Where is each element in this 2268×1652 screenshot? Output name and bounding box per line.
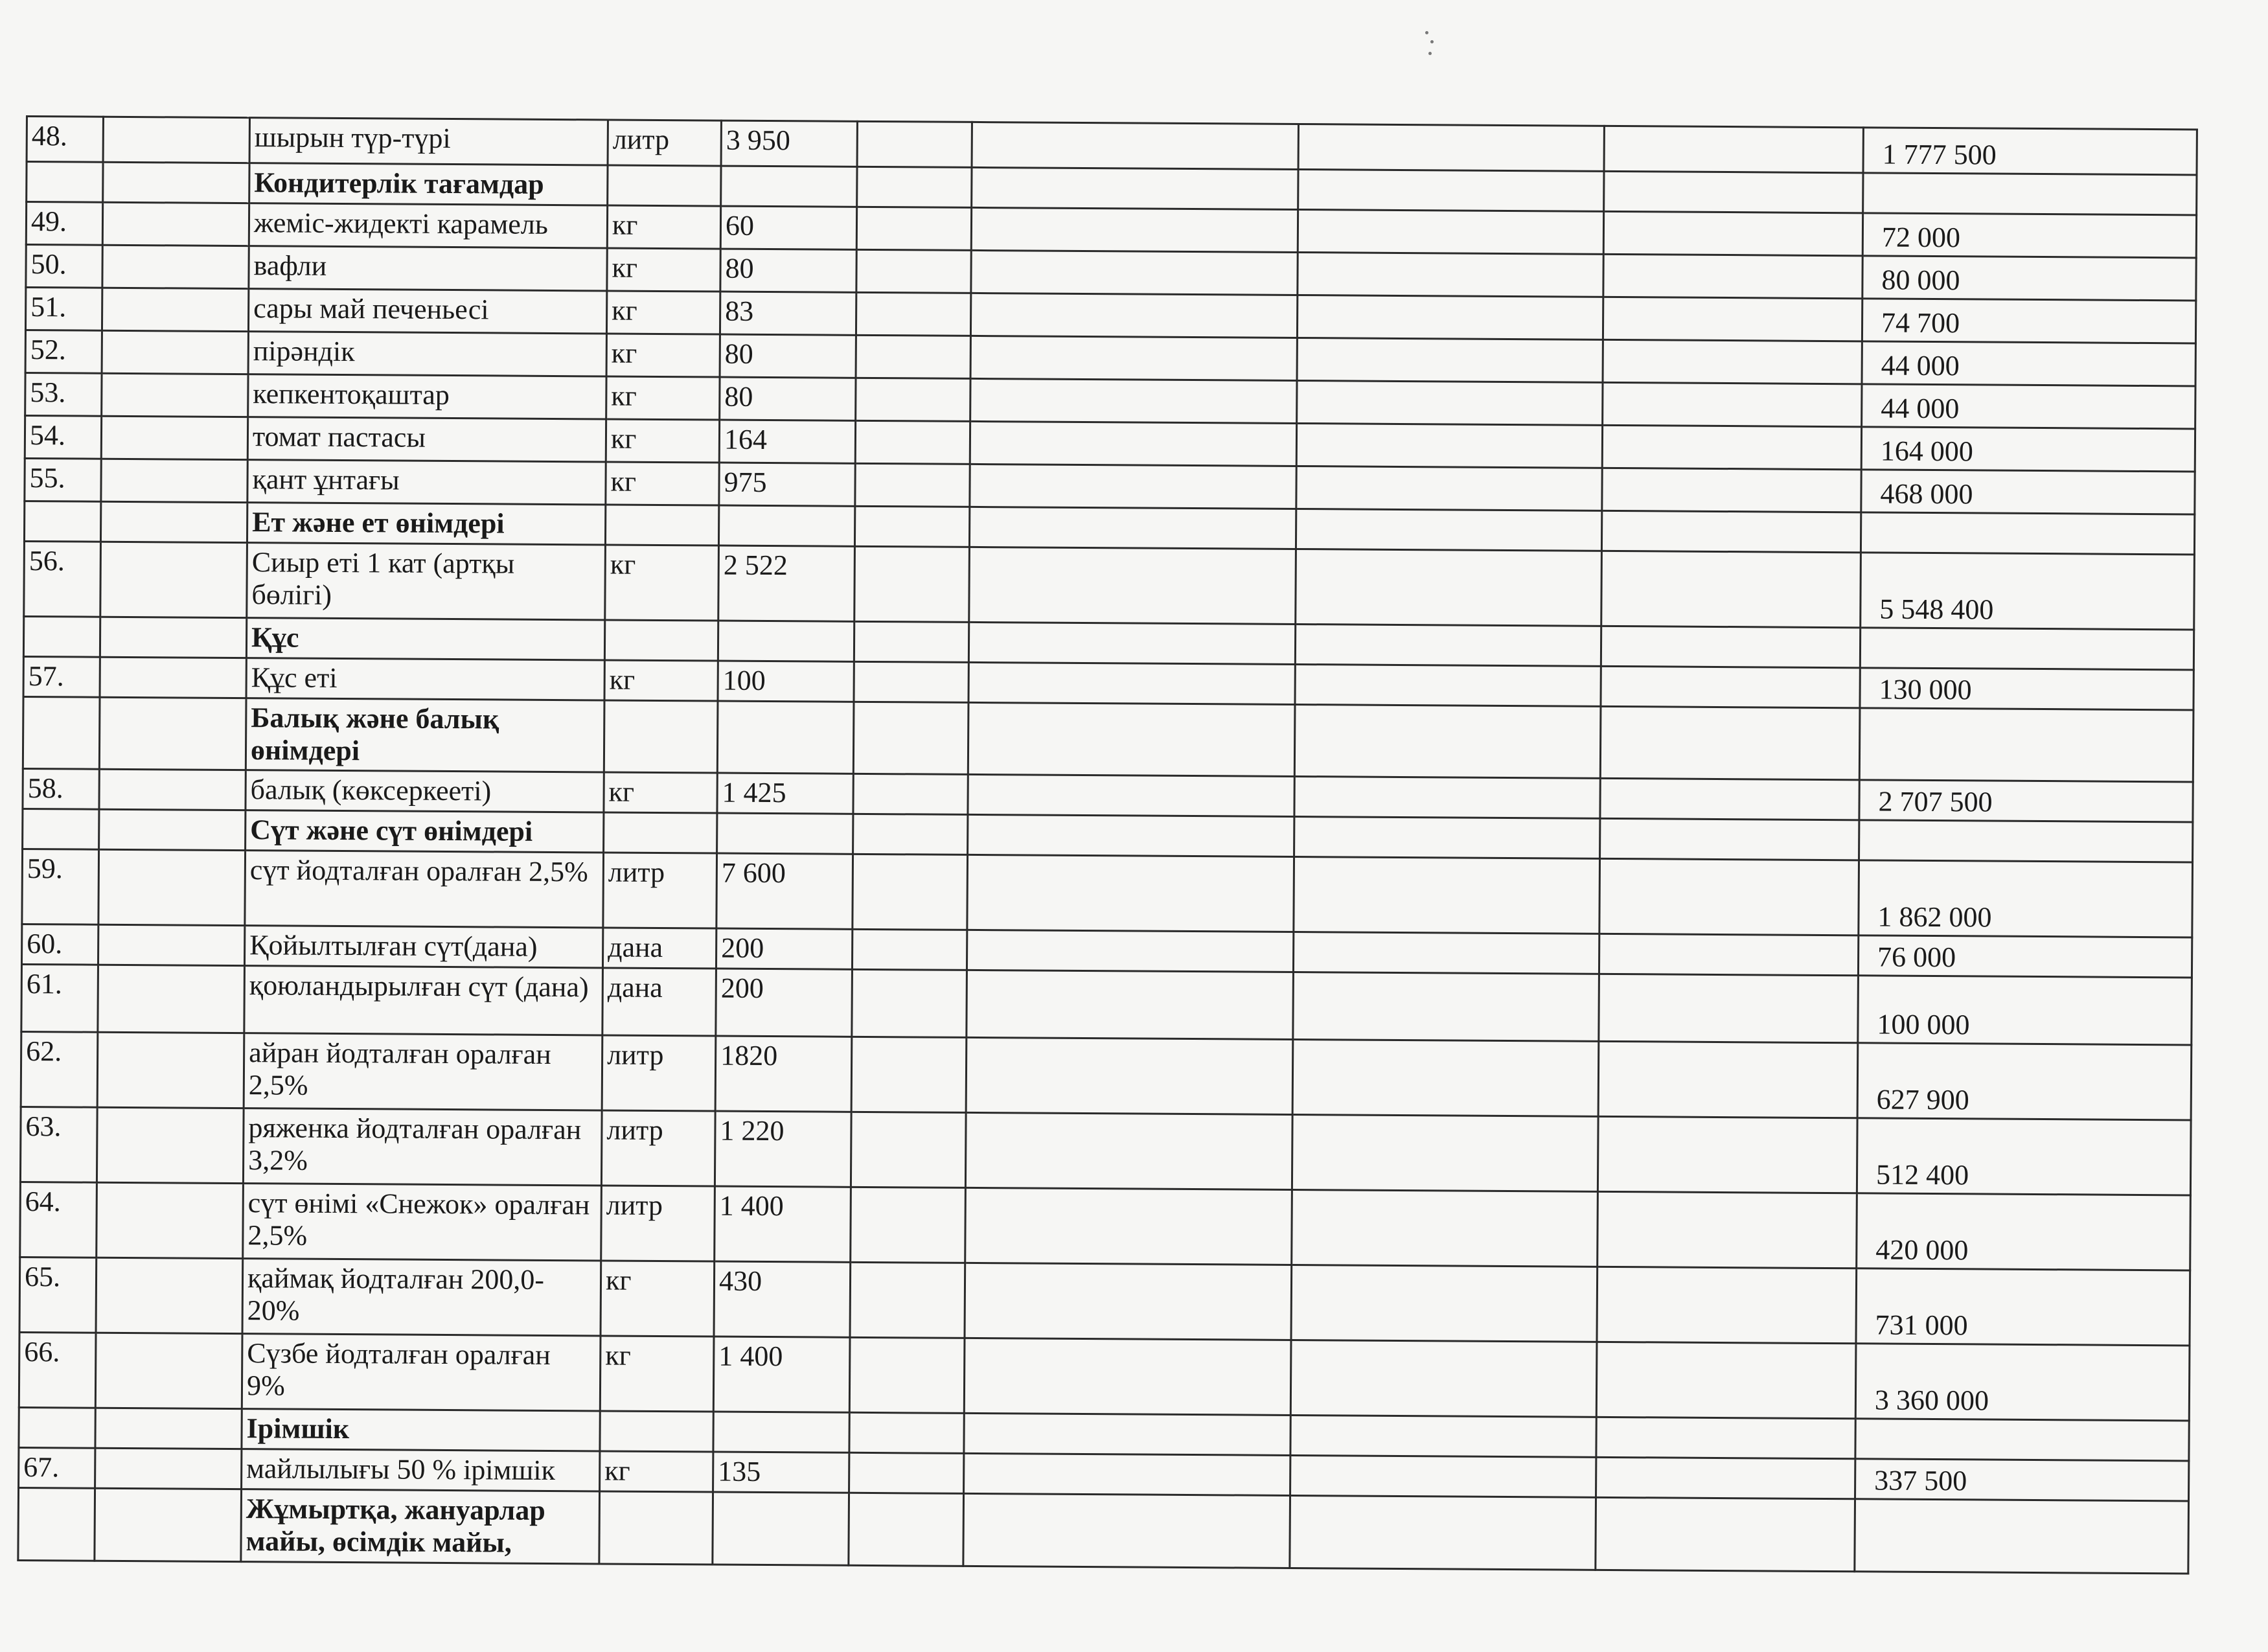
product-name-cell: балық (көксеркееті) bbox=[246, 770, 604, 812]
empty-cell bbox=[1293, 972, 1599, 1041]
quantity-cell: 430 bbox=[714, 1261, 851, 1337]
empty-cell bbox=[855, 463, 970, 507]
row-number-cell: 67. bbox=[19, 1447, 95, 1488]
row-number-cell: 58. bbox=[23, 768, 99, 809]
empty-cell bbox=[849, 1412, 964, 1453]
unit-cell: кг bbox=[606, 419, 719, 463]
empty-cell bbox=[100, 542, 247, 617]
empty-cell bbox=[1596, 1497, 1855, 1571]
unit-cell bbox=[605, 505, 718, 545]
empty-cell bbox=[1290, 1495, 1596, 1570]
empty-cell bbox=[1603, 254, 1862, 298]
sum-cell: 3 360 000 bbox=[1855, 1344, 2190, 1421]
product-name-cell: айран йодталған оралған 2,5% bbox=[244, 1033, 602, 1110]
empty-cell bbox=[850, 1262, 965, 1338]
empty-cell bbox=[963, 1493, 1290, 1568]
category-name-cell: Ет және ет өнімдері bbox=[247, 503, 605, 545]
empty-cell bbox=[971, 207, 1298, 252]
empty-cell bbox=[1294, 816, 1600, 858]
empty-cell bbox=[1596, 1342, 1856, 1418]
empty-cell bbox=[856, 292, 970, 336]
empty-cell bbox=[1294, 704, 1601, 778]
sum-cell: 44 000 bbox=[1862, 384, 2195, 429]
empty-cell bbox=[852, 969, 967, 1037]
unit-cell: кг bbox=[605, 545, 719, 621]
table-row bbox=[20, 1182, 2191, 1270]
product-name-cell: жеміс-жидекті карамель bbox=[249, 203, 607, 248]
empty-cell bbox=[970, 336, 1297, 380]
empty-cell bbox=[1602, 468, 1861, 512]
quantity-cell: 1 425 bbox=[717, 773, 853, 814]
row-number-cell: 60. bbox=[21, 924, 98, 965]
sum-cell bbox=[1855, 1499, 2189, 1574]
empty-cell bbox=[1598, 1116, 1857, 1193]
product-name-cell: қант ұнтағы bbox=[247, 460, 606, 505]
quantity-cell bbox=[718, 621, 854, 661]
products-table bbox=[17, 115, 2198, 1574]
empty-cell bbox=[1602, 425, 1861, 469]
row-number-cell: 66. bbox=[19, 1332, 96, 1408]
empty-cell bbox=[856, 335, 970, 378]
empty-cell bbox=[856, 207, 971, 250]
row-number-cell: 52. bbox=[25, 330, 102, 374]
row-number-cell: 53. bbox=[25, 373, 102, 417]
empty-cell bbox=[1296, 549, 1602, 626]
quantity-cell bbox=[718, 505, 854, 546]
product-name-cell: шырын түр-түрі bbox=[249, 118, 608, 165]
table-row bbox=[20, 1107, 2191, 1195]
quantity-cell: 2 522 bbox=[718, 545, 855, 621]
empty-cell bbox=[1294, 776, 1600, 818]
empty-cell bbox=[853, 854, 968, 930]
sum-cell: 76 000 bbox=[1858, 935, 2192, 978]
empty-cell bbox=[1601, 511, 1861, 552]
empty-cell bbox=[857, 121, 972, 167]
empty-cell bbox=[968, 622, 1295, 664]
quantity-cell: 83 bbox=[720, 292, 856, 335]
quantity-cell: 80 bbox=[720, 334, 856, 378]
empty-cell bbox=[964, 1453, 1290, 1495]
empty-cell bbox=[1291, 1265, 1598, 1342]
empty-cell bbox=[102, 330, 248, 374]
row-number-cell: 50. bbox=[26, 245, 102, 288]
unit-cell: дана bbox=[602, 928, 716, 969]
unit-cell: кг bbox=[600, 1336, 714, 1412]
sum-cell bbox=[1859, 820, 2193, 862]
empty-cell bbox=[1598, 1191, 1857, 1268]
empty-cell bbox=[1598, 1041, 1858, 1118]
empty-cell bbox=[1597, 1267, 1857, 1343]
empty-cell bbox=[965, 1112, 1292, 1189]
unit-cell bbox=[600, 1411, 713, 1452]
empty-cell bbox=[970, 464, 1296, 509]
quantity-cell: 1 220 bbox=[715, 1111, 851, 1187]
unit-cell: кг bbox=[606, 376, 720, 420]
empty-cell bbox=[1294, 856, 1600, 934]
empty-cell bbox=[103, 162, 249, 203]
unit-cell: литр bbox=[601, 1110, 715, 1186]
quantity-cell bbox=[717, 813, 853, 854]
row-number-cell bbox=[24, 501, 100, 542]
empty-cell bbox=[967, 930, 1293, 972]
row-number-cell: 55. bbox=[25, 458, 101, 501]
empty-cell bbox=[851, 1037, 967, 1112]
quantity-cell bbox=[713, 1412, 849, 1452]
table-row bbox=[21, 1031, 2192, 1119]
sum-cell: 100 000 bbox=[1858, 976, 2192, 1045]
row-number-cell: 61. bbox=[21, 964, 98, 1032]
category-name-cell: Сүт және сүт өнімдері bbox=[246, 810, 604, 853]
row-number-cell: 64. bbox=[20, 1182, 97, 1257]
empty-cell bbox=[1295, 664, 1601, 706]
empty-cell bbox=[1295, 624, 1601, 666]
product-name-cell: пірәндік bbox=[248, 332, 606, 376]
empty-cell bbox=[1296, 423, 1602, 468]
sum-cell: 420 000 bbox=[1857, 1193, 2191, 1270]
product-name-cell: Сиыр еті 1 кат (артқы бөлігі) bbox=[247, 543, 606, 620]
empty-cell bbox=[98, 849, 246, 925]
empty-cell bbox=[1297, 295, 1603, 339]
empty-cell bbox=[967, 855, 1294, 932]
sum-cell: 1 777 500 bbox=[1863, 128, 2197, 175]
empty-cell bbox=[1600, 818, 1859, 860]
empty-cell bbox=[968, 662, 1295, 704]
empty-cell bbox=[968, 702, 1295, 776]
sum-cell: 731 000 bbox=[1856, 1268, 2190, 1346]
product-name-cell: қоюландырылған сүт (дана) bbox=[244, 966, 603, 1035]
unit-cell: литр bbox=[608, 120, 721, 166]
category-row bbox=[18, 1487, 2189, 1573]
unit-cell: кг bbox=[606, 291, 720, 334]
unit-cell: литр bbox=[603, 853, 717, 928]
sum-cell: 130 000 bbox=[1860, 668, 2194, 710]
empty-cell bbox=[95, 1488, 242, 1561]
unit-cell bbox=[604, 700, 718, 773]
unit-cell: кг bbox=[606, 462, 719, 505]
empty-cell bbox=[1292, 1114, 1598, 1191]
unit-cell: кг bbox=[606, 334, 720, 377]
empty-cell bbox=[1600, 706, 1860, 779]
empty-cell bbox=[1601, 666, 1860, 707]
sum-cell: 44 000 bbox=[1862, 341, 2195, 386]
empty-cell bbox=[972, 167, 1298, 209]
unit-cell: литр bbox=[602, 1035, 716, 1111]
product-name-cell: томат пастасы bbox=[247, 417, 606, 462]
empty-cell bbox=[1296, 466, 1602, 511]
empty-cell bbox=[99, 769, 246, 810]
empty-cell bbox=[1599, 974, 1859, 1042]
quantity-cell: 135 bbox=[713, 1452, 849, 1493]
empty-cell bbox=[857, 166, 972, 207]
empty-cell bbox=[968, 814, 1294, 856]
category-name-cell: Кондитерлік тағамдар bbox=[249, 163, 608, 205]
row-number-cell: 56. bbox=[24, 541, 101, 617]
unit-cell: дана bbox=[602, 968, 716, 1036]
empty-cell bbox=[852, 929, 967, 970]
row-number-cell: 65. bbox=[19, 1257, 97, 1333]
product-name-cell: Сүзбе йодталған оралған 9% bbox=[242, 1334, 601, 1411]
quantity-cell: 975 bbox=[719, 463, 855, 506]
quantity-cell bbox=[717, 701, 854, 774]
empty-cell bbox=[1298, 252, 1603, 297]
product-name-cell: кепкентоқаштар bbox=[248, 374, 606, 419]
empty-cell bbox=[101, 459, 247, 502]
quantity-cell: 80 bbox=[720, 377, 856, 420]
quantity-cell: 3 950 bbox=[721, 120, 857, 166]
empty-cell bbox=[849, 1452, 964, 1493]
sum-cell: 74 700 bbox=[1862, 299, 2195, 343]
sum-cell bbox=[1863, 173, 2197, 215]
empty-cell bbox=[851, 1187, 966, 1263]
quantity-cell bbox=[713, 1492, 849, 1565]
unit-cell: кг bbox=[607, 248, 720, 292]
empty-cell bbox=[970, 293, 1297, 338]
table-row bbox=[19, 1332, 2190, 1420]
empty-cell bbox=[1603, 211, 1862, 255]
unit-cell: кг bbox=[607, 205, 720, 249]
product-name-cell: қаймақ йодталған 200,0-20% bbox=[242, 1259, 601, 1336]
empty-cell bbox=[968, 774, 1294, 816]
quantity-cell: 60 bbox=[720, 206, 856, 249]
quantity-cell: 1 400 bbox=[713, 1337, 850, 1412]
empty-cell bbox=[854, 661, 968, 702]
sum-cell: 164 000 bbox=[1861, 427, 2195, 472]
empty-cell bbox=[965, 1263, 1292, 1340]
product-name-cell: сары май печеньесі bbox=[248, 289, 606, 334]
empty-cell bbox=[964, 1413, 1290, 1455]
empty-cell bbox=[1290, 1455, 1596, 1497]
empty-cell bbox=[96, 1257, 243, 1333]
table-row bbox=[22, 849, 2193, 937]
empty-cell bbox=[99, 809, 246, 850]
empty-cell bbox=[1298, 209, 1603, 254]
sum-cell: 512 400 bbox=[1857, 1118, 2191, 1195]
empty-cell bbox=[100, 657, 246, 698]
product-name-cell: сүт йодталған оралған 2,5% bbox=[245, 851, 604, 928]
scan-speck bbox=[1425, 31, 1428, 34]
table-row bbox=[21, 964, 2192, 1044]
category-name-cell: Жұмыртқа, жануарлар майы, өсімдік майы, bbox=[241, 1489, 600, 1564]
row-number-cell: 54. bbox=[25, 416, 101, 459]
empty-cell bbox=[100, 501, 247, 542]
empty-cell bbox=[1596, 1457, 1855, 1498]
quantity-cell: 1 400 bbox=[715, 1186, 851, 1262]
quantity-cell: 1820 bbox=[715, 1036, 852, 1112]
category-name-cell: Балық және балық өнімдері bbox=[246, 698, 604, 772]
empty-cell bbox=[1601, 626, 1860, 667]
sum-cell bbox=[1855, 1419, 2189, 1461]
empty-cell bbox=[97, 1107, 244, 1183]
empty-cell bbox=[970, 421, 1296, 466]
category-row bbox=[23, 696, 2194, 781]
empty-cell bbox=[854, 506, 969, 547]
row-number-cell: 59. bbox=[22, 849, 99, 924]
sum-cell bbox=[1859, 708, 2194, 782]
unit-cell bbox=[608, 165, 721, 206]
quantity-cell: 7 600 bbox=[716, 853, 853, 929]
empty-cell bbox=[98, 965, 245, 1033]
empty-cell bbox=[856, 378, 970, 421]
empty-cell bbox=[966, 1037, 1293, 1114]
empty-cell bbox=[853, 814, 968, 855]
quantity-cell: 80 bbox=[720, 249, 856, 292]
row-number-cell: 63. bbox=[20, 1107, 97, 1182]
row-number-cell bbox=[27, 162, 103, 203]
product-name-cell: сүт өнімі «Снежок» оралған 2,5% bbox=[243, 1184, 602, 1261]
quantity-cell bbox=[721, 166, 857, 207]
sum-cell: 80 000 bbox=[1862, 256, 2196, 301]
empty-cell bbox=[95, 1408, 242, 1449]
empty-cell bbox=[1604, 126, 1863, 172]
row-number-cell bbox=[23, 696, 100, 769]
empty-cell bbox=[969, 507, 1296, 549]
row-number-cell: 51. bbox=[25, 288, 102, 331]
unit-cell: кг bbox=[604, 660, 718, 701]
empty-cell bbox=[969, 547, 1296, 624]
sum-cell: 468 000 bbox=[1861, 470, 2195, 514]
row-number-cell bbox=[23, 616, 100, 657]
empty-cell bbox=[97, 1032, 244, 1108]
empty-cell bbox=[98, 924, 244, 965]
empty-cell bbox=[854, 621, 968, 662]
empty-cell bbox=[853, 774, 968, 814]
row-number-cell bbox=[19, 1407, 95, 1448]
sum-cell: 2 707 500 bbox=[1859, 780, 2193, 822]
empty-cell bbox=[856, 249, 971, 293]
empty-cell bbox=[1290, 1340, 1597, 1417]
unit-cell: кг bbox=[601, 1261, 715, 1337]
empty-cell bbox=[1298, 124, 1604, 172]
empty-cell bbox=[851, 1112, 966, 1187]
sum-cell bbox=[1860, 628, 2194, 670]
empty-cell bbox=[1297, 338, 1603, 382]
row-number-cell: 49. bbox=[26, 202, 102, 246]
empty-cell bbox=[855, 420, 970, 464]
empty-cell bbox=[95, 1448, 242, 1489]
sum-cell: 5 548 400 bbox=[1861, 553, 2195, 630]
quantity-cell: 200 bbox=[716, 969, 853, 1037]
table-body bbox=[18, 117, 2197, 1574]
empty-cell bbox=[1603, 382, 1862, 426]
empty-cell bbox=[849, 1493, 964, 1566]
row-number-cell: 57. bbox=[23, 656, 100, 697]
scan-speck bbox=[1428, 52, 1432, 55]
empty-cell bbox=[1601, 551, 1861, 627]
empty-cell bbox=[964, 1338, 1291, 1415]
table-row bbox=[24, 541, 2195, 629]
empty-cell bbox=[1600, 778, 1859, 820]
empty-cell bbox=[1596, 1417, 1855, 1458]
empty-cell bbox=[967, 970, 1294, 1039]
product-name-cell: вафли bbox=[249, 246, 607, 291]
sum-cell: 337 500 bbox=[1855, 1459, 2189, 1501]
product-name-cell: ряженка йодталған оралған 3,2% bbox=[243, 1108, 602, 1186]
category-name-cell: Құс bbox=[246, 618, 604, 660]
empty-cell bbox=[1297, 380, 1603, 425]
empty-cell bbox=[849, 1337, 965, 1413]
empty-cell bbox=[1603, 297, 1862, 341]
empty-cell bbox=[102, 373, 248, 417]
empty-cell bbox=[1296, 509, 1601, 551]
table-row bbox=[19, 1257, 2190, 1345]
empty-cell bbox=[103, 117, 249, 163]
empty-cell bbox=[99, 697, 246, 770]
unit-cell: литр bbox=[601, 1186, 715, 1261]
empty-cell bbox=[854, 546, 970, 622]
product-name-cell: Құс еті bbox=[246, 658, 604, 700]
empty-cell bbox=[102, 202, 249, 246]
empty-cell bbox=[965, 1187, 1292, 1265]
row-number-cell bbox=[23, 809, 99, 849]
row-number-cell bbox=[18, 1487, 95, 1561]
empty-cell bbox=[101, 416, 247, 459]
unit-cell bbox=[604, 812, 717, 853]
product-name-cell: майлылығы 50 % ірімшік bbox=[242, 1449, 600, 1491]
empty-cell bbox=[1604, 171, 1863, 212]
row-number-cell: 62. bbox=[21, 1031, 98, 1107]
empty-cell bbox=[853, 702, 968, 774]
empty-cell bbox=[95, 1333, 242, 1408]
unit-cell: кг bbox=[604, 772, 717, 813]
empty-cell bbox=[97, 1182, 244, 1258]
sum-cell bbox=[1861, 512, 2194, 555]
quantity-cell: 164 bbox=[719, 420, 855, 463]
unit-cell: кг bbox=[600, 1451, 713, 1492]
empty-cell bbox=[1290, 1415, 1596, 1457]
empty-cell bbox=[1292, 1039, 1599, 1116]
empty-cell bbox=[102, 245, 249, 288]
empty-cell bbox=[970, 378, 1297, 423]
empty-cell bbox=[971, 250, 1298, 295]
empty-cell bbox=[1292, 1189, 1598, 1267]
empty-cell bbox=[1599, 858, 1859, 935]
empty-cell bbox=[1293, 932, 1599, 974]
category-name-cell: Ірімшік bbox=[242, 1409, 600, 1451]
sum-cell: 1 862 000 bbox=[1859, 860, 2193, 937]
scan-speck bbox=[1430, 40, 1434, 43]
empty-cell bbox=[972, 122, 1298, 169]
quantity-cell: 100 bbox=[718, 661, 854, 702]
sum-cell: 627 900 bbox=[1857, 1043, 2192, 1120]
unit-cell bbox=[604, 620, 718, 661]
empty-cell bbox=[1599, 934, 1858, 975]
empty-cell bbox=[1603, 339, 1862, 384]
quantity-cell: 200 bbox=[716, 928, 852, 969]
sum-cell: 72 000 bbox=[1862, 213, 2196, 258]
empty-cell bbox=[1298, 169, 1604, 211]
product-name-cell: Қойылтылған сүт(дана) bbox=[244, 926, 602, 968]
row-number-cell: 48. bbox=[27, 117, 103, 163]
empty-cell bbox=[102, 288, 248, 331]
empty-cell bbox=[100, 617, 246, 658]
unit-cell bbox=[599, 1491, 713, 1565]
